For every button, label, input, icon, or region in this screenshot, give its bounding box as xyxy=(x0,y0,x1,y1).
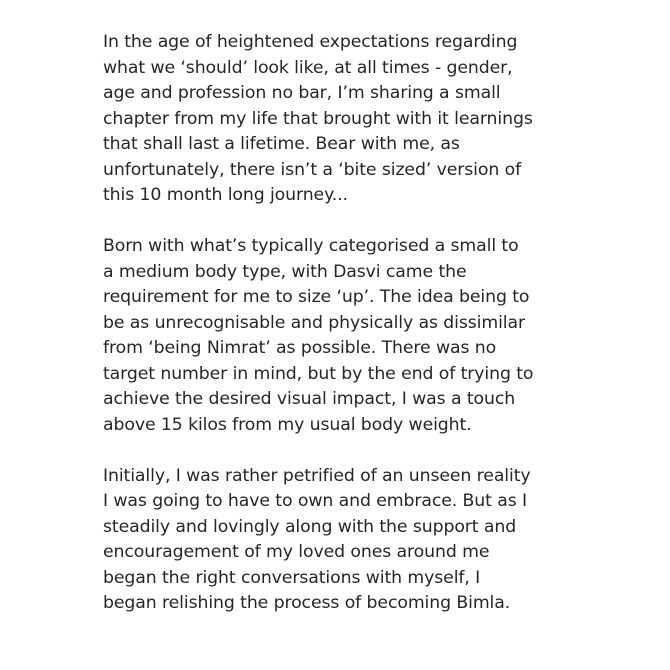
text-line: I was going to have to own and embrace. But as I xyxy=(103,491,528,511)
paragraph-3 xyxy=(103,464,603,617)
text-line: Initially, I was rather petrified of an unseen reality xyxy=(103,465,531,486)
text-line: began relishing the process of becoming Bimla. xyxy=(103,593,511,613)
text-line: be as unrecognisable and physically as dissimilar xyxy=(103,312,526,333)
text-line: In the age of heightened expectations regarding xyxy=(103,32,518,52)
text-line: from ‘being Nimrat’ as possible. There was no xyxy=(103,338,497,358)
paragraph-2 xyxy=(103,234,603,438)
text-line: encouragement of my loved ones around me xyxy=(103,542,490,562)
text-line: chapter from my life that brought with it learnings xyxy=(103,108,533,129)
text-line: Born with what’s typically categorised a small to xyxy=(103,236,519,256)
text-line: steadily and lovingly along with the support and xyxy=(103,516,517,537)
text-line: requirement for me to size ‘up’. The idea being to xyxy=(103,287,530,307)
text-line: above 15 kilos from my usual body weight. xyxy=(103,414,472,435)
text-line: target number in mind, but by the end of trying to xyxy=(103,363,534,384)
text-line: a medium body type, with Dasvi came the xyxy=(103,261,467,282)
text-line: that shall last a lifetime. Bear with me, as xyxy=(103,134,460,154)
post-text xyxy=(103,30,603,642)
text-line: began the right conversations with myself, I xyxy=(103,567,481,588)
text-line: what we ‘should’ look like, at all times - gender, xyxy=(103,57,513,78)
text-line: achieve the desired visual impact, I was a touch xyxy=(103,389,516,409)
text-line: age and profession no bar, I’m sharing a small xyxy=(103,83,501,103)
paragraph-1 xyxy=(103,30,603,209)
text-line: this 10 month long journey... xyxy=(103,185,348,205)
text-line: unfortunately, there isn’t a ‘bite sized’ version of xyxy=(103,159,522,180)
